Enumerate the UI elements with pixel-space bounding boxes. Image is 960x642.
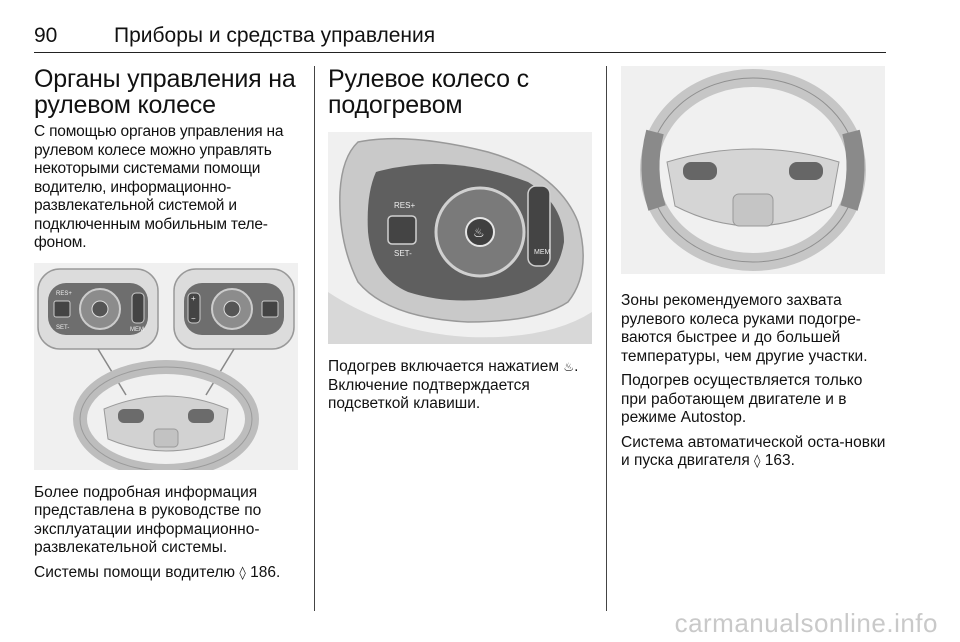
heated-zones-illustration (621, 66, 885, 274)
intro-paragraph: С помощью органов управления на рулевом колесе можно управлять некоторыми системами помощи водителю, информационно-развлекательной системой и подключенным мобильным теле-фоном. (34, 123, 284, 251)
steering-controls-figure (34, 263, 298, 470)
right-minus-label: − (191, 313, 196, 323)
heat-button-icon: ♨ (473, 226, 485, 241)
right-plus-label: + (191, 293, 196, 303)
heated-zones-figure (621, 66, 885, 274)
column-divider-2 (606, 66, 607, 611)
column-1 (34, 66, 302, 589)
mem-label: MEM (534, 249, 551, 256)
res-label: RES+ (394, 201, 416, 210)
autostop-reference (621, 434, 886, 472)
page-header-title: Приборы и средства управления (114, 24, 436, 47)
set-label: SET- (394, 249, 412, 258)
column-3 (621, 66, 886, 478)
section-heading-heated-wheel: Рулевое колесо с подогревом (328, 65, 529, 119)
steering-controls-illustration (34, 263, 298, 470)
driver-assist-reference (34, 564, 302, 584)
page-reference-icon: ◊ (754, 454, 761, 469)
left-mem-label: MEM (130, 326, 144, 333)
page-header (34, 22, 886, 53)
watermark: carmanualsonline.info (674, 608, 938, 638)
column-divider-1 (314, 66, 315, 611)
heated-wheel-text-start: Подогрев включается нажатием (328, 358, 560, 375)
heat-icon: ♨ (563, 360, 575, 374)
driver-assist-text: Системы помощи водителю (34, 563, 236, 581)
autostop-text: Система автоматической оста-новки и пуска двигателя (621, 433, 886, 469)
left-set-label: SET- (56, 324, 70, 331)
engine-running-paragraph: Подогрев осуществляется только при работающем двигателе и в режиме Autostop. (621, 372, 863, 426)
more-info-paragraph: Более подробная информация представлена в руководстве по эксплуатации информационно-развлекательной системы. (34, 483, 262, 556)
column-2 (328, 66, 596, 420)
heated-wheel-button-figure (328, 132, 592, 344)
heated-wheel-button-illustration (328, 132, 592, 344)
autostop-page-link[interactable]: 163. (764, 452, 795, 469)
grip-zones-paragraph: Зоны рекомендуемого захвата рулевого колеса руками подогре-ваются быстрее и до большей температуры, чем другие участки. (621, 292, 868, 365)
page-number: 90 (34, 24, 58, 47)
heated-wheel-paragraph (328, 358, 596, 414)
page-reference-icon: ◊ (239, 565, 246, 581)
driver-assist-page-link[interactable]: 186. (250, 563, 281, 581)
section-heading-steering-controls: Органы управления на рулевом колесе (34, 65, 296, 119)
left-res-label: RES+ (56, 290, 72, 297)
heated-wheel-text-end: . Включение подтверждается подсветкой клавиши. (328, 358, 579, 412)
